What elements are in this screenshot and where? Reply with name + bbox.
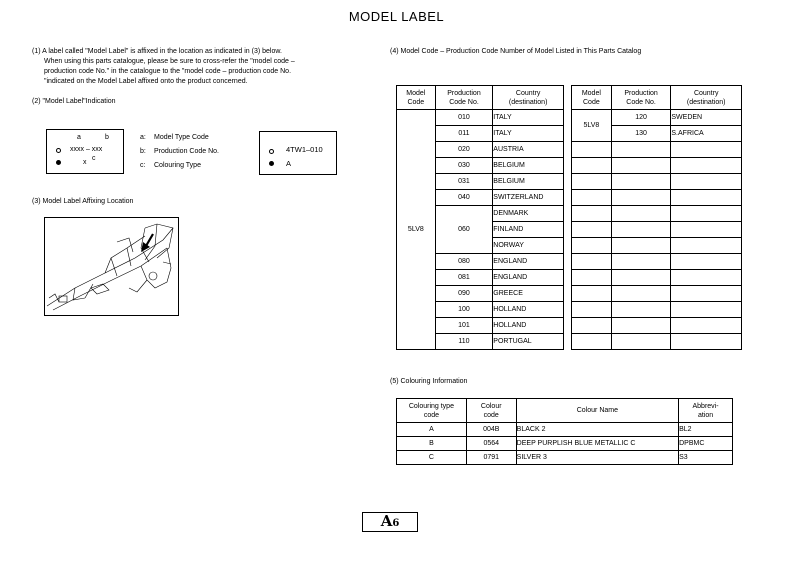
model-label-example bbox=[46, 129, 124, 174]
table-row: 040 SWITZERLAND bbox=[397, 190, 564, 206]
section3-heading: (3) Model Label Affixing Location bbox=[32, 198, 134, 205]
legend-item: c: Colouring Type bbox=[140, 162, 201, 169]
sample-colour: A bbox=[286, 159, 292, 168]
model-label-sample bbox=[259, 131, 337, 175]
col-abbreviation: Abbrevi- ation bbox=[679, 399, 733, 423]
table-row: 080 ENGLAND bbox=[397, 254, 564, 270]
label-b: b bbox=[105, 134, 109, 141]
col-model-code: Model Code bbox=[572, 86, 612, 110]
table-row: 090 GREECE bbox=[397, 286, 564, 302]
table-row: 060 DENMARK bbox=[397, 206, 564, 222]
col-country: Country (destination) bbox=[671, 86, 742, 110]
table-row: C 0791 SILVER 3 S3 bbox=[397, 451, 733, 465]
col-colour-code: Colour code bbox=[466, 399, 516, 423]
legend-item: a: Model Type Code bbox=[140, 134, 209, 141]
col-colour-name: Colour Name bbox=[516, 399, 678, 423]
table-row: FINLAND bbox=[397, 222, 564, 238]
table-row: 110 PORTUGAL bbox=[397, 334, 564, 350]
label-code: xxxx – xxx bbox=[70, 146, 103, 153]
open-circle-icon bbox=[269, 149, 274, 154]
table-row: B 0564 DEEP PURPLISH BLUE METALLIC C DPBMC bbox=[397, 437, 733, 451]
col-colouring-type: Colouring type code bbox=[397, 399, 467, 423]
section1-line: "indicated on the Model Label affixed onto the product concerned. bbox=[44, 78, 248, 85]
table-row: 081 ENGLAND bbox=[397, 270, 564, 286]
motorcycle-frame-drawing bbox=[45, 218, 178, 315]
table-row: A 004B BLACK 2 BL2 bbox=[397, 423, 733, 437]
table-row: NORWAY bbox=[397, 238, 564, 254]
table-row: 011 ITALY bbox=[397, 126, 564, 142]
colouring-table bbox=[396, 398, 733, 465]
table-row: 101 HOLLAND bbox=[397, 318, 564, 334]
sample-code: 4TW1–010 bbox=[286, 145, 323, 154]
col-model-code: Model Code bbox=[397, 86, 436, 110]
label-a: a bbox=[77, 134, 81, 141]
table-row: 5LV8 010 ITALY bbox=[397, 110, 564, 126]
table-row: 031 BELGIUM bbox=[397, 174, 564, 190]
label-x: x bbox=[83, 159, 87, 166]
col-production-code: Production Code No. bbox=[611, 86, 671, 110]
section5-heading: (5) Colouring Information bbox=[390, 378, 468, 385]
page-title: MODEL LABEL bbox=[348, 9, 445, 24]
open-circle-icon bbox=[56, 148, 61, 153]
section4-heading: (4) Model Code – Production Code Number of Model Listed in This Parts Catalog bbox=[390, 48, 642, 55]
page-number-main: A bbox=[380, 512, 393, 530]
filled-circle-icon bbox=[56, 160, 61, 165]
arrow-indicator bbox=[141, 234, 153, 252]
label-c: c bbox=[92, 155, 96, 162]
table-row: 030 BELGIUM bbox=[397, 158, 564, 174]
table-row: 5LV8 120 SWEDEN bbox=[572, 110, 742, 126]
table-row: 100 HOLLAND bbox=[397, 302, 564, 318]
section1-line: production code No." in the catalogue to the "model code – production code No. bbox=[44, 68, 292, 75]
section1-line: When using this parts catalogue, please be sure to cross-refer the "model code – bbox=[44, 58, 295, 65]
model-code-cell: 5LV8 bbox=[397, 110, 436, 350]
legend-item: b: Production Code No. bbox=[140, 148, 219, 155]
section1-line: (1) A label called "Model Label" is affixed in the location as indicated in (3) below. bbox=[32, 48, 282, 55]
section1-text bbox=[32, 47, 352, 87]
frame-illustration bbox=[44, 217, 179, 316]
page-number-sub: 6 bbox=[392, 518, 400, 529]
col-country: Country (destination) bbox=[493, 86, 564, 110]
col-production-code: Production Code No. bbox=[435, 86, 493, 110]
section2-heading: (2) "Model Label"Indication bbox=[32, 98, 116, 105]
label-legend bbox=[140, 131, 219, 173]
filled-circle-icon bbox=[269, 161, 274, 166]
model-code-cell: 5LV8 bbox=[572, 110, 612, 142]
page-number bbox=[362, 512, 418, 532]
table-row: 130 S.AFRICA bbox=[572, 126, 742, 142]
table-row: 020 AUSTRIA bbox=[397, 142, 564, 158]
model-code-table-left bbox=[396, 85, 564, 350]
model-code-table-right bbox=[571, 85, 742, 350]
